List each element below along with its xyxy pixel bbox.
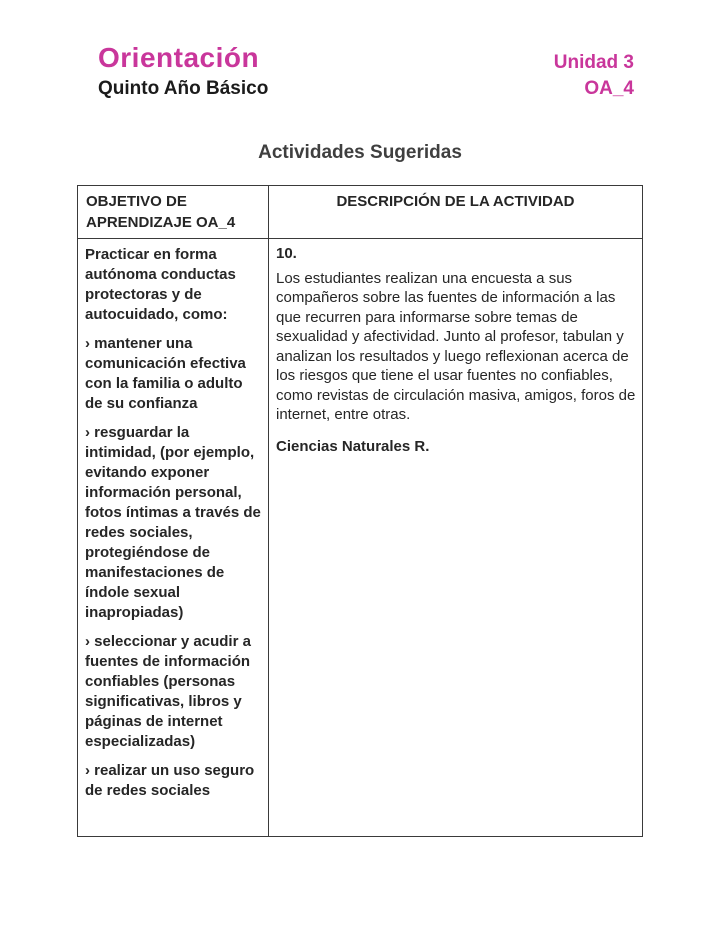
oa-label: OA_4 <box>584 78 634 99</box>
grade-subtitle: Quinto Año Básico <box>98 78 269 99</box>
suggested-activities-table <box>77 185 643 837</box>
objective-intro: Practicar en forma autónoma conductas protectoras y de autocuidado, como: <box>85 246 236 323</box>
objective-bullet: › mantener una comunicación efectiva con la familia o adulto de su confianza <box>85 335 246 412</box>
header-right-block <box>554 50 634 102</box>
table-header-row <box>78 186 643 239</box>
objective-bullet: › seleccionar y acudir a fuentes de información confiables (personas significativas, libros y páginas de internet especializadas) <box>85 633 251 750</box>
page-title: Actividades Sugeridas <box>258 142 462 163</box>
activity-cell <box>269 239 643 837</box>
column-header-objective: OBJETIVO DE APRENDIZAJE OA_4 <box>78 186 269 239</box>
unit-label: Unidad 3 <box>553 52 634 73</box>
activity-description: Los estudiantes realizan una encuesta a sus compañeros sobre las fuentes de información a las que recurren para informarse sobre temas de sexualidad y afectividad. Junto al profesor, tabulan y analizan los resultados y luego reflexionan acerca de los riesgos que tiene el usar fuentes no confiables, como revistas de circulación masiva, amigos, foros de internet, entre otras. <box>276 269 636 423</box>
header-left-block <box>98 40 268 101</box>
table-row <box>78 239 643 837</box>
objective-bullet: › realizar un uso seguro de redes sociales <box>85 762 255 799</box>
column-header-description: DESCRIPCIÓN DE LA ACTIVIDAD <box>269 186 643 239</box>
subject-title: Orientación <box>98 42 260 73</box>
objective-bullet: › resguardar la intimidad, (por ejemplo, evitando exponer información personal, fotos íntimas a través de redes sociales, protegiéndose de manifestaciones de índole sexual inapropiadas) <box>85 424 261 621</box>
activity-subject-reference: Ciencias Naturales R. <box>276 437 430 455</box>
objective-cell <box>78 239 269 837</box>
activity-number: 10. <box>276 245 297 262</box>
